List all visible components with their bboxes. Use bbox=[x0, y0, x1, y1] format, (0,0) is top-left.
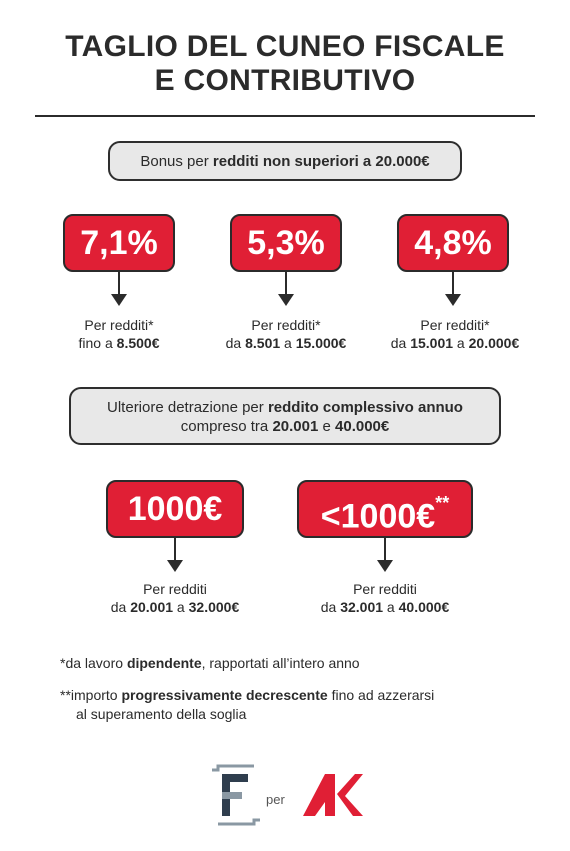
detrazione-badge-2 bbox=[297, 480, 473, 538]
title-line-1: TAGLIO DEL CUNEO FISCALE bbox=[65, 30, 505, 63]
tier-caption-1-line1: Per redditi* bbox=[84, 317, 154, 333]
detrazione-caption-2-bold2: 40.000€ bbox=[398, 599, 450, 615]
detrazione-pill-line2-mid: e bbox=[318, 418, 336, 435]
arrow-down-icon bbox=[167, 538, 183, 572]
f-logo-icon bbox=[208, 764, 264, 826]
detrazione-badge-1-value: 1000€ bbox=[127, 490, 223, 528]
tier-caption-3-mid: a bbox=[453, 335, 469, 351]
tier-badge-1: 7,1% bbox=[63, 214, 175, 272]
detrazione-badge-1 bbox=[106, 480, 244, 538]
detrazione-pill bbox=[69, 387, 501, 445]
tier-caption-3-bold: 15.001 bbox=[410, 335, 454, 351]
footnote-2-suffix: fino ad azzerarsi bbox=[327, 687, 435, 703]
ak-logo-icon bbox=[303, 772, 363, 818]
footnote-1-suffix: , rapportati all’intero anno bbox=[201, 655, 360, 671]
detrazione-caption-1-prefix: da bbox=[110, 599, 131, 615]
footnote-2-bold: progressivamente decrescente bbox=[121, 687, 328, 703]
tier-caption-2-bold2: 15.000€ bbox=[295, 335, 347, 351]
detrazione-pill-line2-bold: 20.001 bbox=[272, 418, 319, 435]
detrazione-pill-line2-bold2: 40.000€ bbox=[335, 418, 390, 435]
tier-caption-2-line1: Per redditi* bbox=[251, 317, 321, 333]
tier-badge-2: 5,3% bbox=[230, 214, 342, 272]
detrazione-pill-prefix: Ulteriore detrazione per bbox=[107, 399, 268, 416]
footnote-2 bbox=[60, 686, 540, 724]
footnote-1-prefix: *da lavoro bbox=[60, 655, 127, 671]
arrow-down-icon bbox=[445, 272, 461, 306]
tier-caption-2-prefix: da bbox=[225, 335, 246, 351]
detrazione-caption-2 bbox=[290, 580, 480, 616]
footnote-1 bbox=[60, 654, 530, 673]
detrazione-caption-2-prefix: da bbox=[320, 599, 341, 615]
per-label: per bbox=[266, 792, 285, 807]
detrazione-caption-1-mid: a bbox=[173, 599, 189, 615]
detrazione-caption-1-bold2: 32.000€ bbox=[188, 599, 240, 615]
footnote-1-bold: dipendente bbox=[126, 655, 202, 671]
tier-caption-3-line1: Per redditi* bbox=[420, 317, 490, 333]
detrazione-caption-2-mid: a bbox=[383, 599, 399, 615]
arrow-down-icon bbox=[377, 538, 393, 572]
tier-caption-1 bbox=[34, 316, 204, 352]
title-divider bbox=[35, 115, 535, 117]
tier-caption-1-bold: 8.500€ bbox=[116, 335, 160, 351]
detrazione-caption-2-line1: Per redditi bbox=[353, 581, 417, 597]
detrazione-caption-2-bold: 32.001 bbox=[340, 599, 384, 615]
tier-caption-2 bbox=[196, 316, 376, 352]
detrazione-caption-1 bbox=[80, 580, 270, 616]
tier-caption-3 bbox=[360, 316, 550, 352]
detrazione-caption-1-line1: Per redditi bbox=[143, 581, 207, 597]
arrow-down-icon bbox=[278, 272, 294, 306]
bonus-pill bbox=[108, 141, 462, 181]
tier-badge-3: 4,8% bbox=[397, 214, 509, 272]
tier-caption-3-bold2: 20.000€ bbox=[468, 335, 520, 351]
detrazione-pill-line2-prefix: compreso tra bbox=[180, 418, 273, 435]
detrazione-badge-2-sup: ** bbox=[435, 493, 450, 513]
title-line-2: E CONTRIBUTIVO bbox=[154, 64, 416, 97]
bonus-pill-bold: redditi non superiori a 20.000€ bbox=[212, 153, 430, 170]
arrow-down-icon bbox=[111, 272, 127, 306]
tier-caption-2-bold: 8.501 bbox=[245, 335, 281, 351]
detrazione-pill-bold: reddito complessivo annuo bbox=[267, 399, 463, 416]
detrazione-caption-1-bold: 20.001 bbox=[130, 599, 174, 615]
footnote-2-line2: al superamento della soglia bbox=[76, 706, 247, 722]
bonus-pill-prefix: Bonus per bbox=[140, 153, 213, 170]
tier-caption-1-prefix: fino a bbox=[78, 335, 117, 351]
detrazione-badge-2-value: <1000€ bbox=[320, 497, 436, 536]
page-title bbox=[0, 30, 570, 98]
tier-caption-3-prefix: da bbox=[390, 335, 411, 351]
tier-caption-2-mid: a bbox=[280, 335, 296, 351]
footnote-2-prefix: **importo bbox=[60, 687, 122, 703]
